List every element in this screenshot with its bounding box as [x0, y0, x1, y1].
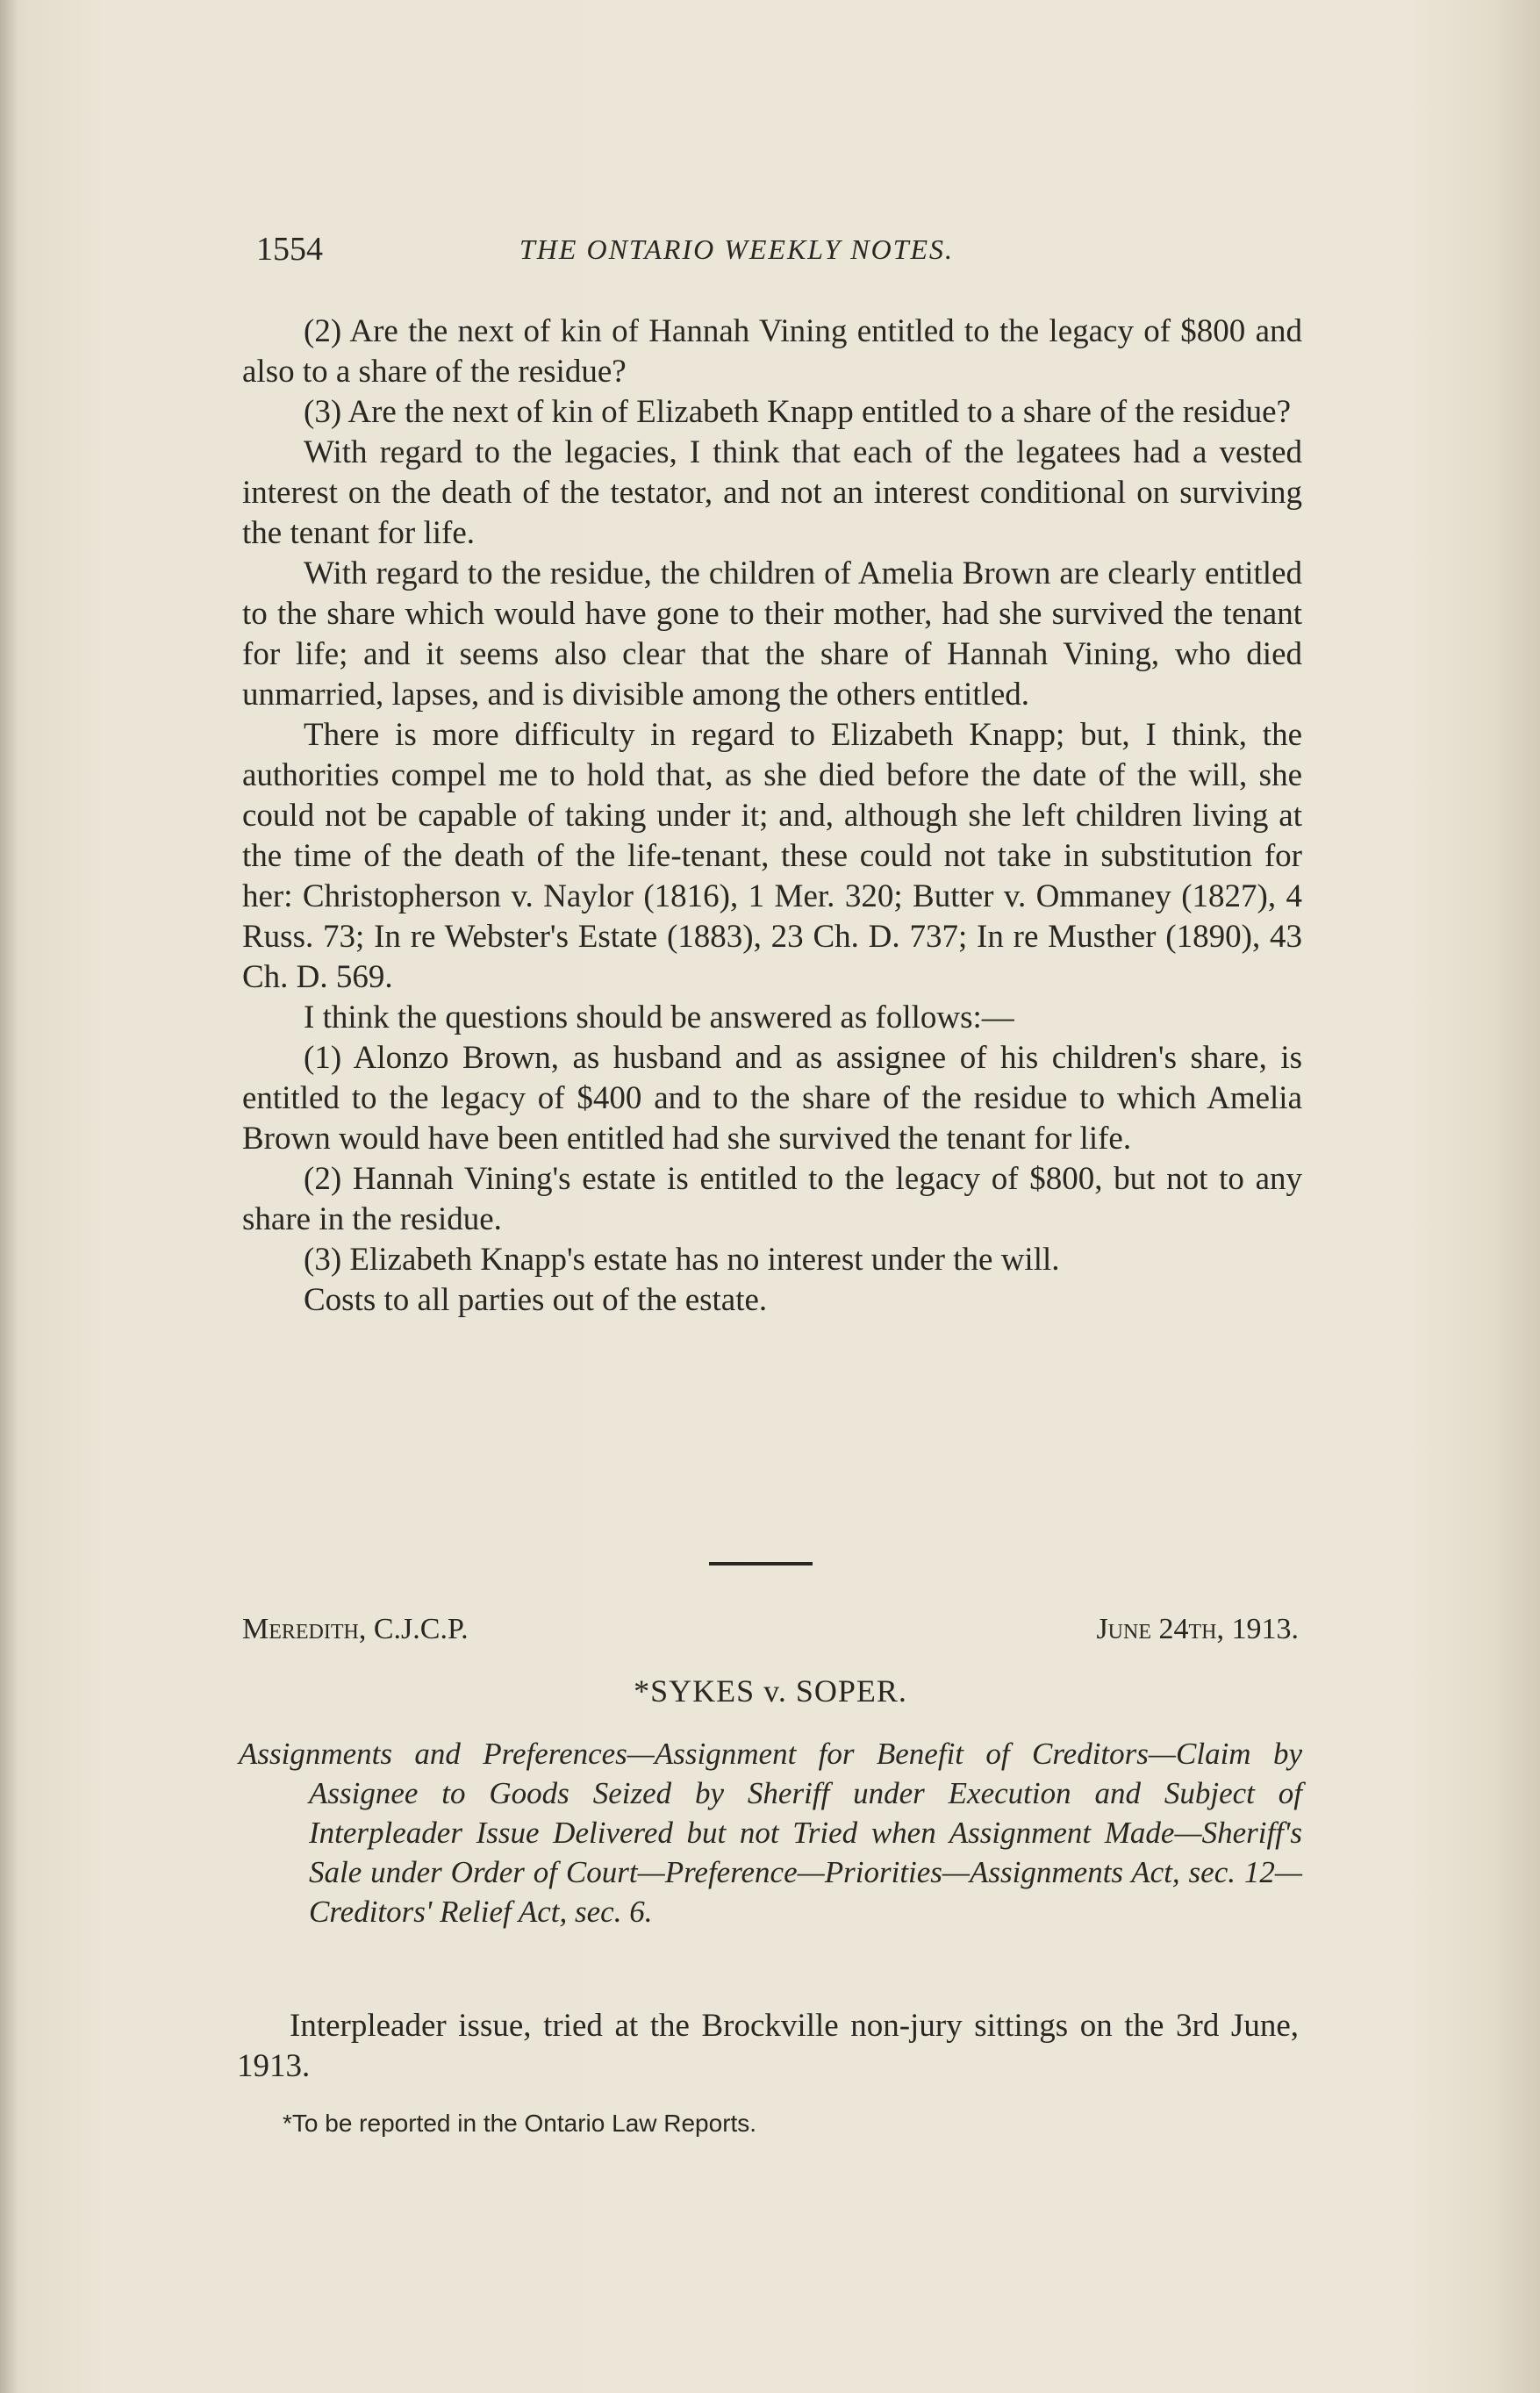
case-headnote: Assignments and Preferences—Assignment for Benefit of Creditors—Claim by Assignee to Goods Seized by Sheriff under Execution and Subject of Interpleader Issue Delivered but not Tried when Assignment Made—Sheriff's Sale under Order of Court—Preference—Priorities—Assignments Act, sec. 12—Creditors' Relief Act, sec. 6. — [239, 1737, 1302, 1929]
paragraph: There is more difficulty in regard to Elizabeth Knapp; but, I think, the authorities compel me to hold that, as she died before the date of the will, she could not be capable of taking under it; and, although she left children living at the time of the death of the life-tenant, these could not take in substitution for her: Christopherson v. Naylor (1816), 1 Mer. 320; Butter v. Ommaney (1827), 4 Russ. 73; In re Webster's Estate (1883), 23 Ch. D. 737; In re Musther (1890), 43 Ch. D. 569. — [242, 717, 1302, 995]
paragraph: (3) Elizabeth Knapp's estate has no interest under the will. — [304, 1242, 1060, 1278]
judgment-text — [242, 312, 1302, 1321]
paragraph: Costs to all parties out of the estate. — [304, 1282, 768, 1318]
judgment-date: June 24th, 1913. — [1096, 1613, 1299, 1645]
paragraph: I think the questions should be answered as follows:— — [304, 999, 1014, 1035]
page-header — [256, 230, 1292, 283]
running-title: THE ONTARIO WEEKLY NOTES. — [519, 233, 955, 265]
binding-shadow — [0, 0, 19, 2393]
paragraph: With regard to the residue, the children of Amelia Brown are clearly entitled to the share which would have gone to their mother, had she survived the tenant for life; and it seems also clear that the share of Hannah Vining, who died unmarried, lapses, and is divisible among the others entitled. — [242, 555, 1302, 713]
section-divider — [709, 1562, 813, 1565]
footnote: *To be reported in the Ontario Law Reports. — [283, 2110, 757, 2137]
case-title: *SYKES v. SOPER. — [634, 1673, 907, 1709]
paragraph: (3) Are the next of kin of Elizabeth Knapp entitled to a share of the residue? — [304, 394, 1292, 430]
case-byline — [242, 1613, 1299, 1655]
paragraph: (2) Are the next of kin of Hannah Vining entitled to the legacy of $800 and also to a share of the residue? — [242, 313, 1302, 390]
page-number: 1554 — [256, 231, 323, 268]
case-intro: Interpleader issue, tried at the Brockville non-jury sittings on the 3rd June, 1913. — [237, 2008, 1299, 2084]
judge-name: Meredith, C.J.C.P. — [242, 1613, 469, 1645]
paragraph: With regard to the legacies, I think that each of the legatees had a vested interest on the death of the testator, and not an interest conditional on surviving the tenant for life. — [242, 434, 1302, 551]
paragraph: (2) Hannah Vining's estate is entitled to the legacy of $800, but not to any share in the residue. — [242, 1161, 1302, 1237]
paragraph: (1) Alonzo Brown, as husband and as assignee of his children's share, is entitled to the legacy of $400 and to the share of the residue to which Amelia Brown would have been entitled had she survived the tenant for life. — [242, 1040, 1302, 1157]
